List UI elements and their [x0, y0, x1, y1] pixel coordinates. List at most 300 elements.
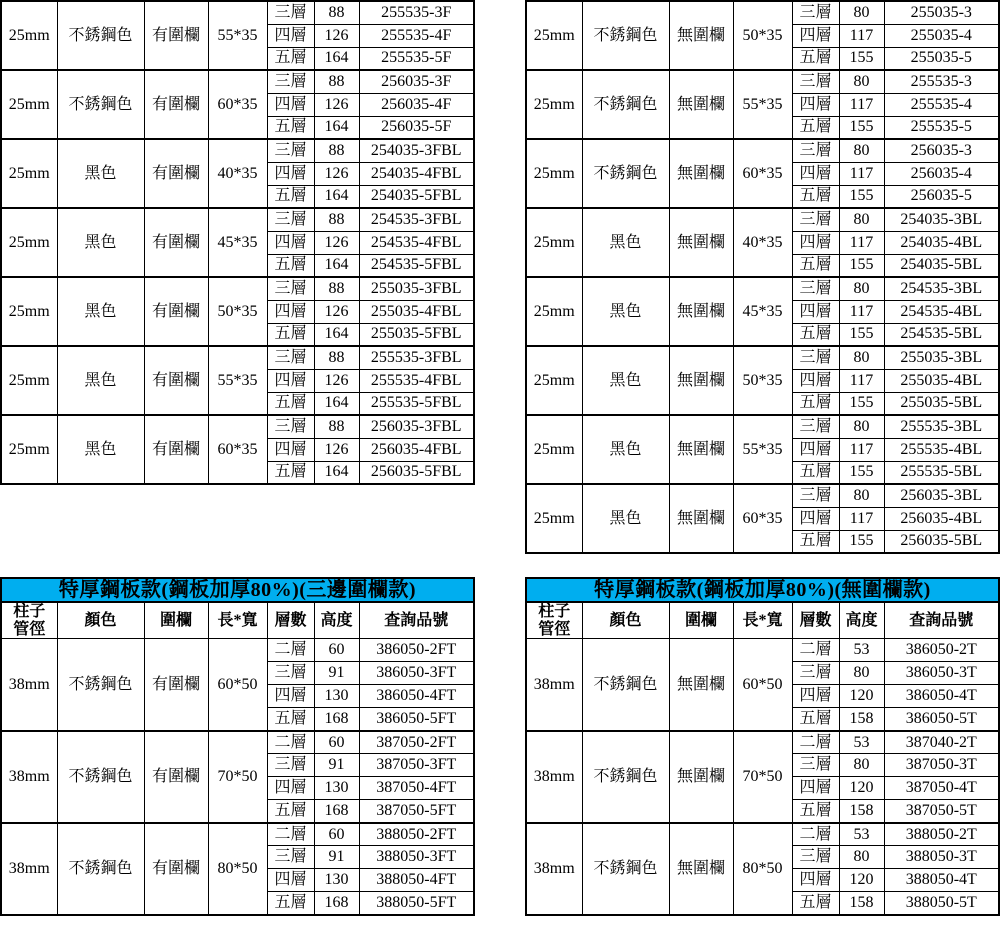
- layer-cell: 五層: [792, 892, 839, 915]
- pipe-diameter-cell: 25mm: [526, 139, 582, 208]
- product-code-cell: 254535-5BL: [884, 323, 999, 346]
- size-cell: 40*35: [208, 139, 267, 208]
- layer-cell: 三層: [792, 415, 839, 438]
- pipe-diameter-cell: 38mm: [526, 639, 582, 731]
- product-code-cell: 256035-5BL: [884, 530, 999, 553]
- height-cell: 126: [314, 231, 359, 254]
- size-cell: 45*35: [208, 208, 267, 277]
- color-cell: 不銹鋼色: [57, 731, 144, 823]
- size-cell: 60*35: [208, 70, 267, 139]
- layer-cell: 五層: [267, 392, 314, 415]
- height-cell: 80: [839, 415, 884, 438]
- color-cell: 不銹鋼色: [582, 639, 669, 731]
- pipe-diameter-cell: 25mm: [1, 277, 57, 346]
- layer-cell: 三層: [792, 277, 839, 300]
- fence-cell: 無圍欄: [669, 639, 733, 731]
- layer-cell: 三層: [267, 139, 314, 162]
- color-cell: 不銹鋼色: [582, 70, 669, 139]
- layer-cell: 五層: [792, 185, 839, 208]
- fence-cell: 無圍欄: [669, 277, 733, 346]
- height-cell: 80: [839, 70, 884, 93]
- layer-cell: 四層: [792, 162, 839, 185]
- product-code-cell: 387050-2FT: [359, 731, 474, 754]
- layer-cell: 五層: [267, 708, 314, 731]
- height-cell: 60: [314, 731, 359, 754]
- pipe-diameter-cell: 25mm: [1, 208, 57, 277]
- product-code-cell: 255035-5BL: [884, 392, 999, 415]
- layer-cell: 三層: [267, 754, 314, 777]
- size-cell: 50*35: [733, 1, 792, 70]
- layer-cell: 五層: [267, 116, 314, 139]
- layer-cell: 二層: [267, 731, 314, 754]
- table-38mm-thick-without-fence: [525, 577, 1000, 916]
- fence-cell: 無圍欄: [669, 823, 733, 915]
- height-cell: 126: [314, 24, 359, 47]
- header-pipe-line1: 柱子: [13, 603, 46, 620]
- product-code-cell: 256035-3BL: [884, 484, 999, 507]
- height-cell: 126: [314, 369, 359, 392]
- layer-cell: 五層: [792, 800, 839, 823]
- pipe-diameter-cell: 25mm: [526, 277, 582, 346]
- product-code-cell: 387040-2T: [884, 731, 999, 754]
- product-code-cell: 255535-5BL: [884, 461, 999, 484]
- fence-cell: 有圍欄: [144, 731, 208, 823]
- fence-cell: 無圍欄: [669, 139, 733, 208]
- product-code-cell: 256035-4F: [359, 93, 474, 116]
- header-size: 長*寬: [733, 602, 792, 639]
- pipe-diameter-cell: 25mm: [526, 70, 582, 139]
- height-cell: 91: [314, 754, 359, 777]
- pipe-diameter-cell: 38mm: [1, 731, 57, 823]
- layer-cell: 五層: [267, 323, 314, 346]
- size-cell: 55*35: [733, 70, 792, 139]
- layer-cell: 五層: [792, 323, 839, 346]
- layer-cell: 三層: [792, 346, 839, 369]
- product-code-cell: 255535-5F: [359, 47, 474, 70]
- height-cell: 117: [839, 438, 884, 461]
- header-fence: 圍欄: [669, 602, 733, 639]
- layer-cell: 四層: [792, 231, 839, 254]
- product-code-cell: 387050-3FT: [359, 754, 474, 777]
- pipe-diameter-cell: 38mm: [526, 823, 582, 915]
- height-cell: 155: [839, 392, 884, 415]
- height-cell: 164: [314, 392, 359, 415]
- color-cell: 不銹鋼色: [582, 731, 669, 823]
- product-code-cell: 388050-4FT: [359, 869, 474, 892]
- height-cell: 155: [839, 185, 884, 208]
- product-code-cell: 255035-4FBL: [359, 300, 474, 323]
- layer-cell: 四層: [267, 869, 314, 892]
- header-pipe-line2: 管徑: [13, 620, 46, 638]
- height-cell: 60: [314, 823, 359, 846]
- layer-cell: 三層: [267, 70, 314, 93]
- height-cell: 88: [314, 277, 359, 300]
- size-cell: 50*35: [733, 346, 792, 415]
- pipe-diameter-cell: 25mm: [1, 70, 57, 139]
- fence-cell: 無圍欄: [669, 484, 733, 553]
- product-code-cell: 386050-4T: [884, 685, 999, 708]
- color-cell: 黑色: [57, 277, 144, 346]
- height-cell: 126: [314, 300, 359, 323]
- product-code-cell: 254035-5BL: [884, 254, 999, 277]
- layer-cell: 四層: [792, 507, 839, 530]
- height-cell: 155: [839, 47, 884, 70]
- product-code-cell: 388050-2FT: [359, 823, 474, 846]
- product-code-cell: 254035-4FBL: [359, 162, 474, 185]
- product-code-cell: 387050-5T: [884, 800, 999, 823]
- size-cell: 80*50: [208, 823, 267, 915]
- layer-cell: 五層: [792, 708, 839, 731]
- color-cell: 黑色: [57, 208, 144, 277]
- pipe-diameter-cell: 25mm: [1, 415, 57, 484]
- layer-cell: 四層: [267, 777, 314, 800]
- size-cell: 45*35: [733, 277, 792, 346]
- product-code-cell: 255535-4FBL: [359, 369, 474, 392]
- height-cell: 60: [314, 639, 359, 662]
- layer-cell: 五層: [267, 254, 314, 277]
- fence-cell: 無圍欄: [669, 731, 733, 823]
- height-cell: 117: [839, 231, 884, 254]
- height-cell: 88: [314, 139, 359, 162]
- height-cell: 158: [839, 892, 884, 915]
- color-cell: 不銹鋼色: [57, 70, 144, 139]
- size-cell: 60*50: [208, 639, 267, 731]
- header-pipe-line2: 管徑: [538, 620, 571, 638]
- product-code-cell: 255035-3FBL: [359, 277, 474, 300]
- product-code-cell: 255535-4BL: [884, 438, 999, 461]
- product-code-cell: 388050-4T: [884, 869, 999, 892]
- layer-cell: 三層: [792, 1, 839, 24]
- layer-cell: 四層: [267, 231, 314, 254]
- size-cell: 55*35: [208, 346, 267, 415]
- height-cell: 126: [314, 162, 359, 185]
- product-code-cell: 386050-2FT: [359, 639, 474, 662]
- size-cell: 60*35: [733, 484, 792, 553]
- layer-cell: 二層: [267, 823, 314, 846]
- layer-cell: 四層: [267, 369, 314, 392]
- layer-cell: 五層: [792, 461, 839, 484]
- height-cell: 120: [839, 685, 884, 708]
- product-code-cell: 386050-2T: [884, 639, 999, 662]
- layer-cell: 三層: [792, 70, 839, 93]
- color-cell: 黑色: [582, 415, 669, 484]
- height-cell: 130: [314, 777, 359, 800]
- table-wrap-38mm-fenced: [0, 577, 475, 916]
- height-cell: 164: [314, 323, 359, 346]
- height-cell: 168: [314, 708, 359, 731]
- height-cell: 130: [314, 869, 359, 892]
- layer-cell: 五層: [792, 254, 839, 277]
- height-cell: 164: [314, 116, 359, 139]
- product-code-cell: 256035-5FBL: [359, 461, 474, 484]
- height-cell: 168: [314, 892, 359, 915]
- layer-cell: 三層: [267, 208, 314, 231]
- height-cell: 88: [314, 208, 359, 231]
- height-cell: 80: [839, 208, 884, 231]
- product-code-cell: 255035-3BL: [884, 346, 999, 369]
- header-layers: 層數: [267, 602, 314, 639]
- layer-cell: 四層: [792, 93, 839, 116]
- height-cell: 155: [839, 116, 884, 139]
- layer-cell: 三層: [792, 754, 839, 777]
- product-code-cell: 256035-5F: [359, 116, 474, 139]
- height-cell: 80: [839, 1, 884, 24]
- product-code-cell: 254035-4BL: [884, 231, 999, 254]
- height-cell: 88: [314, 70, 359, 93]
- layer-cell: 五層: [792, 47, 839, 70]
- product-code-cell: 386050-3T: [884, 662, 999, 685]
- color-cell: 不銹鋼色: [57, 1, 144, 70]
- color-cell: 不銹鋼色: [57, 639, 144, 731]
- header-size: 長*寬: [208, 602, 267, 639]
- product-code-cell: 255535-3BL: [884, 415, 999, 438]
- product-code-cell: 256035-4: [884, 162, 999, 185]
- height-cell: 120: [839, 777, 884, 800]
- size-cell: 55*35: [208, 1, 267, 70]
- layer-cell: 二層: [792, 639, 839, 662]
- product-code-cell: 254035-5FBL: [359, 185, 474, 208]
- layer-cell: 三層: [267, 277, 314, 300]
- product-code-cell: 256035-3F: [359, 70, 474, 93]
- fence-cell: 有圍欄: [144, 639, 208, 731]
- height-cell: 88: [314, 346, 359, 369]
- product-code-cell: 255535-5FBL: [359, 392, 474, 415]
- size-cell: 60*35: [733, 139, 792, 208]
- size-cell: 80*50: [733, 823, 792, 915]
- table-title: 特厚鋼板款(鋼板加厚80%)(三邊圍欄款): [1, 578, 474, 602]
- product-code-cell: 254535-4BL: [884, 300, 999, 323]
- fence-cell: 有圍欄: [144, 208, 208, 277]
- pipe-diameter-cell: 25mm: [526, 346, 582, 415]
- height-cell: 80: [839, 754, 884, 777]
- table-38mm-thick-with-fence: [0, 577, 475, 916]
- header-layers: 層數: [792, 602, 839, 639]
- layer-cell: 三層: [267, 1, 314, 24]
- pipe-diameter-cell: 25mm: [1, 1, 57, 70]
- product-code-cell: 387050-4T: [884, 777, 999, 800]
- height-cell: 53: [839, 639, 884, 662]
- height-cell: 126: [314, 438, 359, 461]
- fence-cell: 無圍欄: [669, 1, 733, 70]
- fence-cell: 無圍欄: [669, 208, 733, 277]
- height-cell: 126: [314, 93, 359, 116]
- height-cell: 117: [839, 24, 884, 47]
- product-code-cell: 254035-3BL: [884, 208, 999, 231]
- product-code-cell: 387050-3T: [884, 754, 999, 777]
- layer-cell: 四層: [792, 300, 839, 323]
- header-fence: 圍欄: [144, 602, 208, 639]
- layer-cell: 四層: [267, 438, 314, 461]
- layer-cell: 五層: [267, 461, 314, 484]
- fence-cell: 有圍欄: [144, 346, 208, 415]
- product-code-cell: 256035-4FBL: [359, 438, 474, 461]
- layer-cell: 三層: [792, 139, 839, 162]
- color-cell: 不銹鋼色: [57, 823, 144, 915]
- layer-cell: 二層: [792, 731, 839, 754]
- height-cell: 117: [839, 93, 884, 116]
- product-code-cell: 386050-4FT: [359, 685, 474, 708]
- layer-cell: 四層: [267, 685, 314, 708]
- pipe-diameter-cell: 25mm: [1, 346, 57, 415]
- product-code-cell: 255035-4: [884, 24, 999, 47]
- layer-cell: 四層: [267, 300, 314, 323]
- height-cell: 117: [839, 369, 884, 392]
- product-code-cell: 256035-5: [884, 185, 999, 208]
- color-cell: 不銹鋼色: [582, 1, 669, 70]
- fence-cell: 有圍欄: [144, 139, 208, 208]
- table-title: 特厚鋼板款(鋼板加厚80%)(無圍欄款): [526, 578, 999, 602]
- pipe-diameter-cell: 38mm: [526, 731, 582, 823]
- layer-cell: 三層: [792, 208, 839, 231]
- header-height: 高度: [314, 602, 359, 639]
- header-pipe-diameter: [1, 602, 57, 639]
- layer-cell: 三層: [792, 846, 839, 869]
- layer-cell: 四層: [792, 369, 839, 392]
- table-25mm-without-fence: [525, 0, 1000, 554]
- color-cell: 黑色: [582, 277, 669, 346]
- layer-cell: 二層: [792, 823, 839, 846]
- height-cell: 91: [314, 662, 359, 685]
- product-code-cell: 388050-5T: [884, 892, 999, 915]
- fence-cell: 有圍欄: [144, 1, 208, 70]
- color-cell: 不銹鋼色: [582, 139, 669, 208]
- product-code-cell: 254535-5FBL: [359, 254, 474, 277]
- height-cell: 117: [839, 507, 884, 530]
- color-cell: 黑色: [582, 346, 669, 415]
- pipe-diameter-cell: 38mm: [1, 639, 57, 731]
- height-cell: 130: [314, 685, 359, 708]
- layer-cell: 四層: [792, 869, 839, 892]
- layer-cell: 五層: [792, 392, 839, 415]
- product-code-cell: 255535-5: [884, 116, 999, 139]
- color-cell: 黑色: [582, 484, 669, 553]
- layer-cell: 四層: [267, 93, 314, 116]
- product-code-cell: 255035-3: [884, 1, 999, 24]
- size-cell: 60*35: [208, 415, 267, 484]
- height-cell: 80: [839, 846, 884, 869]
- height-cell: 164: [314, 254, 359, 277]
- header-color: 顏色: [57, 602, 144, 639]
- product-code-cell: 255535-4: [884, 93, 999, 116]
- size-cell: 50*35: [208, 277, 267, 346]
- product-code-cell: 256035-3FBL: [359, 415, 474, 438]
- product-code-cell: 256035-4BL: [884, 507, 999, 530]
- height-cell: 117: [839, 300, 884, 323]
- height-cell: 88: [314, 415, 359, 438]
- layer-cell: 五層: [792, 116, 839, 139]
- height-cell: 168: [314, 800, 359, 823]
- product-code-cell: 386050-5FT: [359, 708, 474, 731]
- height-cell: 117: [839, 162, 884, 185]
- table-wrap-25mm-no-fence: [525, 0, 1000, 554]
- height-cell: 120: [839, 869, 884, 892]
- height-cell: 164: [314, 461, 359, 484]
- product-code-cell: 254535-3FBL: [359, 208, 474, 231]
- layer-cell: 四層: [792, 777, 839, 800]
- layer-cell: 四層: [267, 162, 314, 185]
- color-cell: 黑色: [582, 208, 669, 277]
- height-cell: 155: [839, 323, 884, 346]
- layer-cell: 三層: [792, 662, 839, 685]
- table-wrap-25mm-fenced: [0, 0, 475, 485]
- layer-cell: 五層: [792, 530, 839, 553]
- height-cell: 88: [314, 1, 359, 24]
- product-code-cell: 255035-5: [884, 47, 999, 70]
- fence-cell: 有圍欄: [144, 823, 208, 915]
- layer-cell: 五層: [267, 892, 314, 915]
- layer-cell: 三層: [267, 846, 314, 869]
- color-cell: 黑色: [57, 139, 144, 208]
- product-code-cell: 255035-4BL: [884, 369, 999, 392]
- size-cell: 70*50: [733, 731, 792, 823]
- height-cell: 155: [839, 461, 884, 484]
- product-code-cell: 388050-3T: [884, 846, 999, 869]
- product-code-cell: 388050-5FT: [359, 892, 474, 915]
- color-cell: 黑色: [57, 346, 144, 415]
- layer-cell: 三層: [267, 662, 314, 685]
- product-code-cell: 387050-5FT: [359, 800, 474, 823]
- size-cell: 60*50: [733, 639, 792, 731]
- fence-cell: 無圍欄: [669, 70, 733, 139]
- layer-cell: 四層: [267, 24, 314, 47]
- height-cell: 80: [839, 277, 884, 300]
- fence-cell: 無圍欄: [669, 346, 733, 415]
- height-cell: 164: [314, 185, 359, 208]
- product-code-cell: 255535-4F: [359, 24, 474, 47]
- product-code-cell: 254035-3FBL: [359, 139, 474, 162]
- color-cell: 不銹鋼色: [582, 823, 669, 915]
- size-cell: 70*50: [208, 731, 267, 823]
- product-code-cell: 254535-3BL: [884, 277, 999, 300]
- layer-cell: 三層: [267, 415, 314, 438]
- height-cell: 53: [839, 731, 884, 754]
- fence-cell: 有圍欄: [144, 415, 208, 484]
- color-cell: 黑色: [57, 415, 144, 484]
- layer-cell: 四層: [792, 24, 839, 47]
- size-cell: 40*35: [733, 208, 792, 277]
- product-code-cell: 254535-4FBL: [359, 231, 474, 254]
- header-pipe-line1: 柱子: [538, 603, 571, 620]
- fence-cell: 有圍欄: [144, 277, 208, 346]
- product-code-cell: 255035-5FBL: [359, 323, 474, 346]
- pipe-diameter-cell: 25mm: [526, 415, 582, 484]
- height-cell: 155: [839, 254, 884, 277]
- layer-cell: 四層: [792, 438, 839, 461]
- product-code-cell: 255535-3FBL: [359, 346, 474, 369]
- layer-cell: 二層: [267, 639, 314, 662]
- product-code-cell: 388050-3FT: [359, 846, 474, 869]
- layer-cell: 五層: [267, 800, 314, 823]
- height-cell: 164: [314, 47, 359, 70]
- height-cell: 80: [839, 139, 884, 162]
- fence-cell: 有圍欄: [144, 70, 208, 139]
- height-cell: 80: [839, 346, 884, 369]
- layer-cell: 四層: [792, 685, 839, 708]
- height-cell: 158: [839, 800, 884, 823]
- header-product-code: 查詢品號: [359, 602, 474, 639]
- height-cell: 80: [839, 662, 884, 685]
- product-code-cell: 386050-3FT: [359, 662, 474, 685]
- height-cell: 158: [839, 708, 884, 731]
- header-product-code: 查詢品號: [884, 602, 999, 639]
- layer-cell: 五層: [267, 47, 314, 70]
- table-wrap-38mm-no-fence: [525, 577, 1000, 916]
- header-height: 高度: [839, 602, 884, 639]
- height-cell: 53: [839, 823, 884, 846]
- pipe-diameter-cell: 25mm: [1, 139, 57, 208]
- pipe-diameter-cell: 25mm: [526, 484, 582, 553]
- height-cell: 91: [314, 846, 359, 869]
